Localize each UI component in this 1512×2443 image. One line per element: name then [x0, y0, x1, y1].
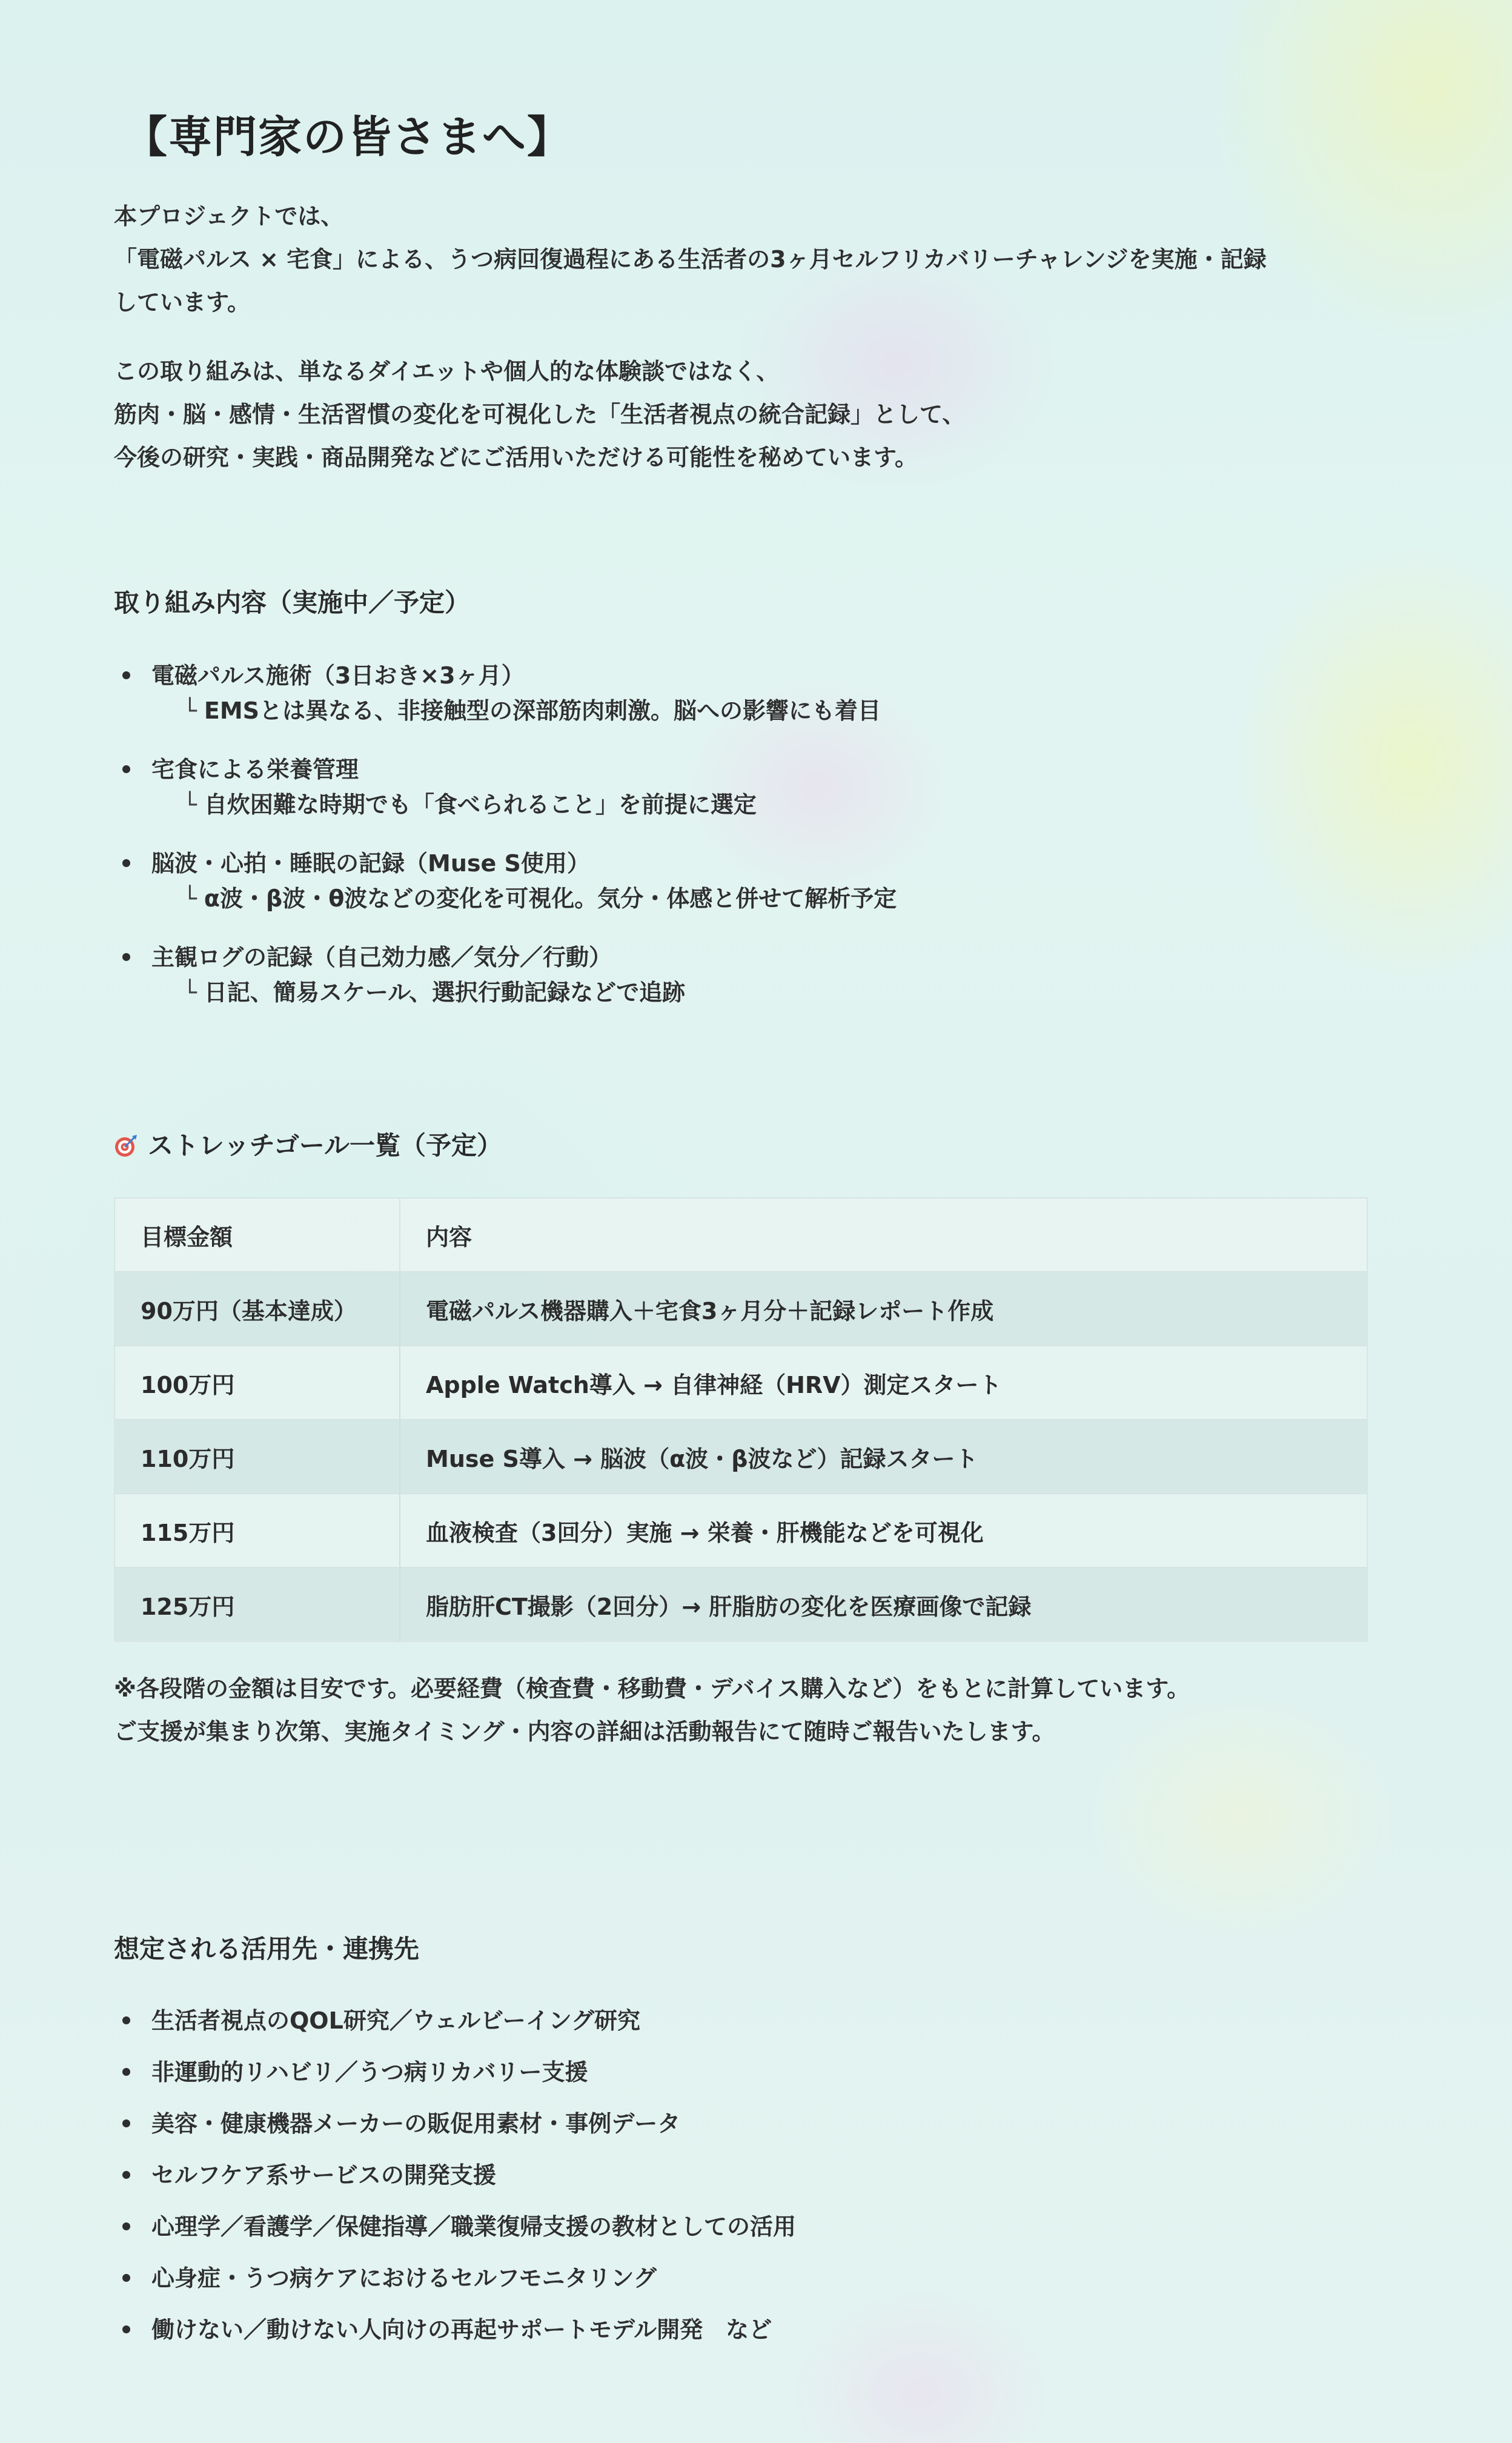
intro-line: 今後の研究・実践・商品開発などにご活用いただける可能性を秘めています。	[114, 444, 918, 471]
table-row	[114, 1346, 1367, 1420]
stretch-goals-table	[114, 1197, 1368, 1642]
goal-amount: 100万円	[114, 1346, 400, 1420]
activity-detail	[151, 787, 897, 822]
bullet-icon	[122, 2222, 130, 2230]
use-text: 心理学／看護学／保健指導／職業復帰支援の教材としての活用	[151, 2213, 797, 2240]
column-header-amount: 目標金額	[114, 1198, 400, 1272]
use-text: 美容・健康機器メーカーの販促用素材・事例データ	[151, 2110, 681, 2137]
activity-detail	[151, 975, 897, 1010]
page-title: 【専門家の皆さまへ】	[124, 111, 572, 162]
activity-title: 主観ログの記録（自己効力感／気分／行動）	[151, 944, 612, 971]
intro-paragraph-2	[114, 350, 1368, 479]
goal-amount: 125万円	[114, 1567, 400, 1641]
table-header-row	[114, 1198, 1367, 1272]
intro-line: 本プロジェクトでは、	[114, 203, 344, 230]
list-item	[114, 940, 897, 1034]
activities-heading: 取り組み内容（実施中／予定）	[114, 588, 471, 617]
list-item	[114, 2055, 796, 2106]
bullet-icon	[122, 953, 130, 961]
use-text: セルフケア系サービスの開発支援	[151, 2162, 496, 2189]
goal-content: Muse S導入 → 脳波（α波・β波など）記録スタート	[400, 1420, 1367, 1494]
goal-content: 血液検査（3回分）実施 → 栄養・肝機能などを可視化	[400, 1494, 1367, 1567]
goal-amount: 90万円（基本達成）	[114, 1272, 400, 1346]
activity-detail	[151, 881, 897, 916]
activity-detail-text: EMSとは異なる、非接触型の深部筋肉刺激。脳への影響にも着目	[204, 697, 881, 724]
goals-heading	[114, 1126, 502, 1162]
column-header-content: 内容	[400, 1198, 1367, 1272]
list-item	[114, 2209, 796, 2261]
intro-paragraph	[114, 195, 1368, 324]
bullet-icon	[122, 2016, 130, 2024]
bullet-icon	[122, 2274, 130, 2282]
note-line: ※各段階の金額は目安です。必要経費（検査費・移動費・デバイス購入など）をもとに計算しています。	[114, 1675, 1190, 1702]
list-item	[114, 2158, 796, 2209]
activity-detail-text: 自炊困難な時期でも「食べられること」を前提に選定	[204, 791, 757, 818]
bullet-icon	[122, 2068, 130, 2076]
use-text: 心身症・うつ病ケアにおけるセルフモニタリング	[151, 2265, 657, 2292]
bullet-icon	[122, 2119, 130, 2127]
goal-content: 脂肪肝CT撮影（2回分）→ 肝脂肪の変化を医療画像で記録	[400, 1567, 1367, 1641]
bullet-icon	[122, 765, 130, 773]
bullet-icon	[122, 859, 130, 867]
bullet-icon	[122, 2171, 130, 2179]
table-row	[114, 1567, 1367, 1641]
uses-heading: 想定される活用先・連携先	[114, 1934, 420, 1964]
list-item	[114, 2003, 796, 2055]
tree-branch-icon: └	[183, 791, 197, 818]
intro-line: この取り組みは、単なるダイエットや個人的な体験談ではなく、	[114, 358, 780, 385]
list-item	[114, 2312, 796, 2364]
intro-line: 「電磁パルス × 宅食」による、うつ病回復過程にある生活者の3ヶ月セルフリカバリーチャレンジを実施・記録	[114, 246, 1267, 273]
goals-heading-text: ストレッチゴール一覧（予定）	[148, 1131, 503, 1160]
activity-detail-text: 日記、簡易スケール、選択行動記録などで追跡	[204, 979, 686, 1006]
table-row	[114, 1494, 1367, 1567]
goal-content: Apple Watch導入 → 自律神経（HRV）測定スタート	[400, 1346, 1367, 1420]
table-row	[114, 1420, 1367, 1494]
use-text: 生活者視点のQOL研究／ウェルビーイング研究	[151, 2007, 641, 2034]
activity-detail	[151, 693, 897, 728]
use-text: 非運動的リハビリ／うつ病リカバリー支援	[151, 2059, 588, 2086]
goal-amount: 115万円	[114, 1494, 400, 1567]
tree-branch-icon: └	[183, 979, 197, 1006]
list-item	[114, 846, 897, 940]
target-icon	[114, 1134, 138, 1158]
list-item	[114, 2106, 796, 2158]
use-text: 働けない／動けない人向けの再起サポートモデル開発 など	[151, 2316, 772, 2343]
intro-line: 筋肉・脳・感情・生活習慣の変化を可視化した「生活者視点の統合記録」として、	[114, 401, 966, 428]
list-item	[114, 752, 897, 846]
activities-list	[114, 658, 897, 1034]
intro-line: しています。	[114, 289, 250, 316]
tree-branch-icon: └	[183, 697, 197, 724]
goals-notes	[114, 1667, 1368, 1753]
goal-content: 電磁パルス機器購入＋宅食3ヶ月分＋記録レポート作成	[400, 1272, 1367, 1346]
table-row	[114, 1272, 1367, 1346]
list-item	[114, 658, 897, 752]
list-item	[114, 2261, 796, 2312]
activity-detail-text: α波・β波・θ波などの変化を可視化。気分・体感と併せて解析予定	[204, 885, 897, 912]
uses-list	[114, 2003, 796, 2364]
bullet-icon	[122, 671, 130, 679]
bullet-icon	[122, 2325, 130, 2333]
activity-title: 脳波・心拍・睡眠の記録（Muse S使用）	[151, 850, 590, 877]
note-line: ご支援が集まり次第、実施タイミング・内容の詳細は活動報告にて随時ご報告いたします。	[114, 1718, 1055, 1745]
activity-title: 宅食による栄養管理	[151, 756, 359, 783]
goal-amount: 110万円	[114, 1420, 400, 1494]
activity-title: 電磁パルス施術（3日おき×3ヶ月）	[151, 662, 525, 689]
tree-branch-icon: └	[183, 885, 197, 912]
